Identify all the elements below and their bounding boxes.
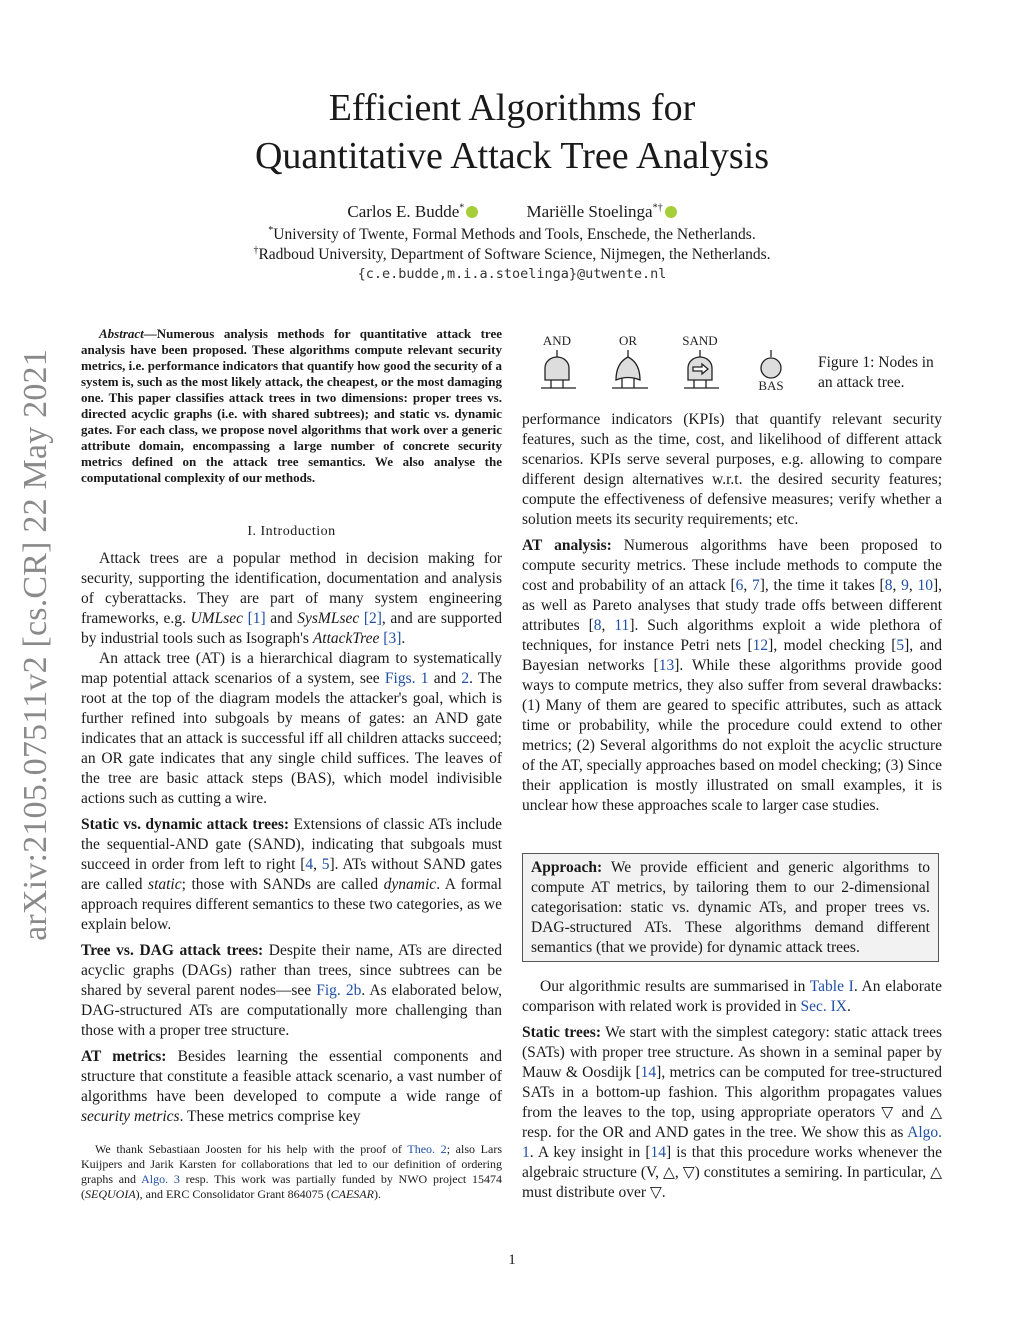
or-gate-label: OR xyxy=(618,333,638,348)
figure-1-caption: Figure 1: Nodes in an attack tree. xyxy=(818,354,934,391)
intro-paragraph-1: Attack trees are a popular method in decision making for security, supporting the identification, documentation and analysis of cyberattacks. They are part of many system engineering frameworks, e.g. UMLsec [1] and SysMLsec [2], and are supported by industrial tools such as Isograph's AttackTree [3]. xyxy=(81,550,503,647)
affiliation-twente: *University of Twente, Formal Methods and Tools, Enschede, the Netherlands. xyxy=(268,225,756,244)
sand-gate-label: SAND xyxy=(682,333,718,348)
and-gate-label: AND xyxy=(542,333,572,348)
section-heading-introduction: I. Introduction xyxy=(247,524,336,539)
title-line-2: Quantitative Attack Tree Analysis xyxy=(254,135,769,177)
page-number: 1 xyxy=(508,1252,516,1268)
and-gate-icon xyxy=(541,350,576,388)
abstract-label: Abstract xyxy=(99,326,144,341)
orcid-icon[interactable] xyxy=(665,206,677,218)
author-email: {c.e.budde,m.i.a.stoelinga}@utwente.nl xyxy=(357,266,667,282)
author-stoelinga: Mariëlle Stoelinga*† xyxy=(527,202,677,222)
intro-paragraph-tree-dag: Tree vs. DAG attack trees: Despite their name, ATs are directed acyclic graphs (DAGs) rather than trees, since subtrees can be shared by several parent nodes—see Fig. 2b. As elaborated below, DAG-structured ATs are computationally more challenging than those with a proper tree structure. xyxy=(81,942,502,1039)
orcid-icon[interactable] xyxy=(466,206,478,218)
arxiv-identifier: arXiv:2105.07511v2 [cs.CR] 22 May 2021 xyxy=(17,349,54,941)
arxiv-side-stamp xyxy=(6,345,66,945)
title-line-1: Efficient Algorithms for xyxy=(328,87,696,129)
or-gate-icon xyxy=(612,350,648,388)
kpi-paragraph: performance indicators (KPIs) that quantify relevant security features, such as the time, cost, and likelihood of different attack scenarios. KPIs serve several purposes, e.g. allowing to compare different design alternatives w.r.t. the desired security features; compute the effectiveness of defensive measures; verify whether a solution meets its security requirements; etc. xyxy=(522,411,942,528)
static-trees-paragraph: Static trees: We start with the simplest category: static attack trees (SATs) with proper tree structure. As shown in a seminal paper by Mauw & Oosdijk [14], metrics can be computed for tree-structured SATs in a bottom-up fashion. This algorithm propagates values from the leaves to the top, using appropriate operators ▽ and △ resp. for the OR and AND gates in the tree. We show this as Algo. 1. A key insight in [14] is that this procedure works whenever the algebraic structure (V, △, ▽) constitutes a semiring. In particular, △ must distribute over ▽. xyxy=(522,1024,943,1201)
bas-node-icon xyxy=(761,350,781,378)
paper-title xyxy=(0,84,1024,180)
affiliation-radboud: †Radboud University, Department of Software Science, Nijmegen, the Netherlands. xyxy=(253,245,771,264)
intro-paragraph-metrics: AT metrics: Besides learning the essential components and structure that constitute a feasible attack scenario, a vast number of algorithms have been developed to compute a wide range of security metrics. These metrics comprise key xyxy=(81,1048,502,1125)
author-budde: Carlos E. Budde* xyxy=(347,202,478,222)
abstract-text: —Numerous analysis methods for quantitative attack tree analysis have been proposed. These algorithms compute relevant security metrics, i.e. performance indicators that quantify how good the security of a system is, such as the most likely attack, the cheapest, or the most damaging one. This paper classifies attack trees in two dimensions: proper trees vs. directed acyclic graphs (i.e. with shared subtrees); and static vs. dynamic gates. For each class, we propose novel algorithms that work over a generic attribute domain, encompassing a large number of concrete security metrics defined on the attack tree semantics. We also analyse the computational complexity of our methods. xyxy=(81,326,502,485)
at-analysis-paragraph: AT analysis: Numerous algorithms have been proposed to compute security metrics. These include methods to compute the cost and probability of an attack [6, 7], the time it takes [8, 9, 10], as well as Pareto analyses that study trade offs between different attributes [8, 11]. Such algorithms exploit a wide plethora of techniques, for instance Petri nets [12], model checking [5], and Bayesian networks [13]. While these algorithms provide good ways to compute metrics, they also suffer from several drawbacks: (1) Many of them are geared to specific attributes, such as attack time or probability, while the procedure could extend to other metrics; (2) Several algorithms do not exploit the acyclic structure of the AT, specially approaches based on model checking; (3) Since their application is mostly illustrated on small examples, it is unclear how these approaches scale to larger case studies. xyxy=(522,537,943,814)
right-column-lower xyxy=(522,977,942,1203)
intro-paragraph-2: An attack tree (AT) is a hierarchical diagram to systematically map potential attack scenarios of a system, see Figs. 1 and 2. The root at the top of the diagram models the attacker's goal, which is further refined into subgoals by means of gates: an AND gate indicates that an attack is successful iff all children attacks succeed; an OR gate indicates that any single child suffices. The leaves of the tree are basic attack steps (BAS), which model indivisible actions such as cutting a wire. xyxy=(81,650,502,807)
approach-box: Approach: We provide efficient and generic algorithms to compute AT metrics, by tailoring them to our 2-dimensional categorisation: static vs. dynamic ATs, and proper trees vs. DAG-structured ATs. These algorithms demand different semantics (that we provide) for dynamic attack trees. xyxy=(522,853,939,962)
results-paragraph: Our algorithmic results are summarised in Table I. An elaborate comparison with related work is provided in Sec. IX. xyxy=(522,978,942,1015)
author-list xyxy=(0,202,1024,222)
bas-label: BAS xyxy=(758,378,784,393)
figs-link[interactable]: Figs. 1 xyxy=(384,670,429,687)
intro-paragraph-static-dynamic: Static vs. dynamic attack trees: Extensions of classic ATs include the sequential-AND gate (SAND), indicating that subgoals must succeed in order from left to right [4, 5]. ATs without SAND gates are called static; those with SANDs are called dynamic. A formal approach requires different semantics to these two categories, as we explain below. xyxy=(81,816,502,933)
abstract xyxy=(81,326,502,486)
right-column-upper xyxy=(522,410,942,816)
footnote: We thank Sebastiaan Joosten for his help with the proof of Theo. 2; also Lars Kuijpers and Jarik Karsten for collaborations that led to our definition of ordering graphs and Algo. 3 resp. This work was partially funded by NWO project 15474 (SEQUOIA), and ERC Consolidator Grant 864075 (CAESAR). xyxy=(81,1142,503,1201)
left-column xyxy=(81,549,502,1127)
sand-gate-icon xyxy=(684,350,719,388)
